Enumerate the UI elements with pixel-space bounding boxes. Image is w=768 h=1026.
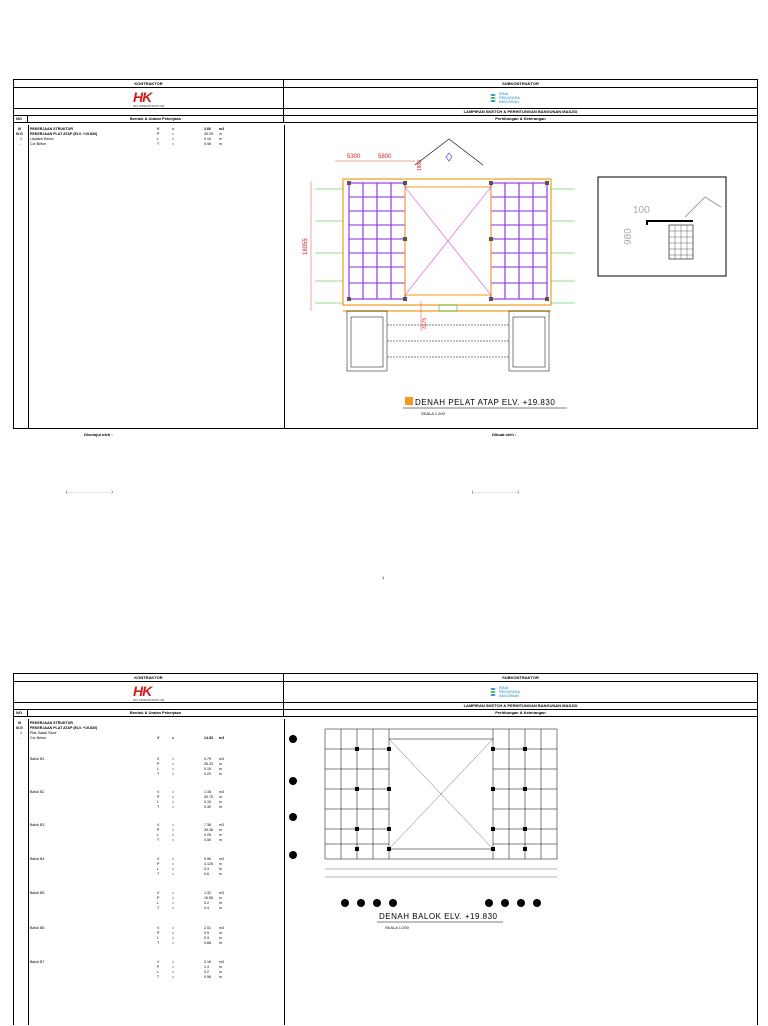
balok-calc-cell: m3	[219, 891, 224, 895]
calc-u: m	[219, 142, 222, 146]
balok-calc-cell: m3	[219, 823, 224, 827]
balok-calc-cell: m3	[219, 926, 224, 930]
balok-calc-cell: V	[157, 960, 160, 964]
balok-calc-cell: 9.5	[204, 931, 209, 935]
kontraktor-label: KONTRAKTOR	[14, 674, 284, 681]
dim-bottom: 3175	[422, 317, 428, 329]
balok-calc-cell: T	[157, 975, 160, 979]
column-header-row: NO Bentuk & Uraian Pekerjaan Perhitungan & Keterangan	[14, 710, 757, 717]
balok-calc-cell: 1.4	[204, 965, 209, 969]
balok-calc-cell: 1.38	[204, 790, 211, 794]
bina-logo-icon	[489, 93, 497, 103]
balok-calc-cell: T	[157, 941, 160, 945]
detail-dim-100: 100	[633, 205, 650, 216]
balok-calc-cell: =	[172, 936, 175, 940]
section-title: PEKERJAAN STRUKTUR	[30, 127, 73, 131]
bina-text-1: BINA	[499, 91, 509, 96]
page2-work-description: III PEKERJAAN STRUKTUR III.G PEKERJAAN PLAT ATAP (ELV. +19.830) 1 Plat, Balok Sloof - Cor Beton V = 14.53 m3 Balok B1 V = 0.79 m3 P = 26.33 m L = 0.15 m T = 0.20 m Balok B2 V = 1.38 m3 P = 30.75 m L = 0.15 m T = 0.30 m Balok B3 V = 7.38 m3 P = 39.36 m L = 0.25 m T = 0.50 m Balok B4 V = 0.56 m3 P = 3.125 m L = 0.3 m T = 0.6 m Balok B5 V = 1.32 m3 P = 16.55 m L = 0.2 m T = 0.4 m Balok B6 V = 2.51 m3 P = 9.5 m L = 0.3 m T = 0.88 m Balok B7 V = 0.16 m3 P = 1.4 m L = 0.2 m T = 0.58 m	[14, 719, 285, 1025]
balok-calc-cell: m	[219, 931, 222, 935]
balok-calc-cell: V	[157, 757, 160, 761]
calc-eq: =	[172, 142, 175, 146]
balok-calc-cell: L	[157, 970, 159, 974]
balok-calc-cell: m	[219, 896, 222, 900]
balok-calc-cell: m	[219, 838, 222, 842]
balok-calc-cell: 0.15	[204, 800, 211, 804]
sheet-page-1	[13, 79, 758, 429]
balok-calc-cell: m	[219, 970, 222, 974]
balok-calc-cell: =	[172, 891, 175, 895]
balok-calc-cell: V	[157, 823, 160, 827]
balok-calc-cell: =	[172, 867, 175, 871]
balok-calc-cell: V	[157, 790, 160, 794]
document-title: LAMPIRAN SKETCH & PERHITUNGAN BANGUNAN MASJID	[463, 109, 578, 114]
balok-calc-cell: =	[172, 970, 175, 974]
balok-calc-cell: L	[157, 901, 159, 905]
balok-calc-cell: m	[219, 828, 222, 832]
balok-calc-cell: 0.15	[204, 767, 211, 771]
balok-calc-cell: =	[172, 906, 175, 910]
balok-calc-cell: m	[219, 795, 222, 799]
balok-calc-cell: L	[157, 767, 159, 771]
balok-calc-cell: V	[157, 891, 160, 895]
sheet-page-2	[13, 673, 758, 1025]
balok-calc-cell: T	[157, 805, 160, 809]
calc-eq: =	[172, 127, 175, 131]
item-title: Lisplank Beton	[30, 137, 54, 141]
balok-calc-cell: =	[172, 838, 175, 842]
balok-calc-cell: P	[157, 862, 160, 866]
balok-calc-cell: =	[172, 828, 175, 832]
bina-logo-icon	[489, 687, 497, 697]
balok-calc-cell: =	[172, 757, 175, 761]
balok-calc-cell: 1.32	[204, 891, 211, 895]
roof-plate-plan-svg	[285, 125, 757, 426]
balok-name: Balok B7	[30, 960, 45, 964]
balok-calc-cell: m	[219, 901, 222, 905]
balok-calc-cell: m	[219, 772, 222, 776]
balok-name: Balok B5	[30, 891, 45, 895]
logo-row	[14, 88, 757, 109]
calc-k: V	[157, 127, 160, 131]
balok-calc-cell: =	[172, 960, 175, 964]
balok-calc-cell: 0.3	[204, 867, 209, 871]
balok-calc-cell: =	[172, 926, 175, 930]
balok-calc-cell: m	[219, 906, 222, 910]
balok-calc-cell: P	[157, 795, 160, 799]
calc-u: m	[219, 132, 222, 136]
balok-calc-cell: =	[172, 767, 175, 771]
logo-row	[14, 682, 757, 703]
balok-calc-cell: =	[172, 901, 175, 905]
balok-calc-cell: =	[172, 805, 175, 809]
made-by-label: Dibuat oleh :	[492, 432, 517, 437]
balok-calc-cell: T	[157, 838, 160, 842]
approved-by-label: Disetujui oleh :	[84, 432, 113, 437]
balok-calc-cell: 0.30	[204, 805, 211, 809]
page-number: 1	[382, 575, 385, 580]
subkontraktor-logo-cell	[284, 88, 757, 108]
balok-calc-cell: 0.25	[204, 833, 211, 837]
balok-calc-cell: =	[172, 857, 175, 861]
calc-k: L	[157, 137, 159, 141]
balok-name: Balok B6	[30, 926, 45, 930]
column-header-row	[14, 116, 757, 123]
balok-calc-cell: =	[172, 862, 175, 866]
balok-calc-cell: 3.125	[204, 862, 213, 866]
balok-calc-cell: 0.6	[204, 872, 209, 876]
beam-drawing-title: DENAH BALOK ELV. +19.830	[379, 912, 498, 921]
header-labels	[14, 80, 757, 88]
calc-v: 30.25	[204, 132, 213, 136]
balok-calc-cell: m	[219, 805, 222, 809]
balok-calc-cell: 2.51	[204, 926, 211, 930]
balok-calc-cell: m3	[219, 757, 224, 761]
balok-calc-cell: =	[172, 795, 175, 799]
balok-calc-cell: 0.2	[204, 901, 209, 905]
detail-dim-980: 980	[623, 228, 634, 245]
bina-logo: BINA REKAYASA ANUGRAH	[489, 686, 520, 698]
kontraktor-label: KONTRAKTOR	[14, 80, 284, 87]
balok-calc-cell: P	[157, 965, 160, 969]
subsection-title: PEKERJAAN PLAT ATAP (ELV. +19.830)	[30, 132, 98, 136]
balok-calc-cell: m	[219, 762, 222, 766]
col-no: NO	[14, 116, 28, 122]
balok-calc-cell: 30.75	[204, 795, 213, 799]
balok-calc-cell: m	[219, 965, 222, 969]
balok-calc-cell: 0.79	[204, 757, 211, 761]
balok-calc-cell: T	[157, 872, 160, 876]
balok-calc-cell: T	[157, 906, 160, 910]
document-title: LAMPIRAN SKETCH & PERHITUNGAN BANGUNAN MASJID	[463, 703, 578, 708]
balok-calc-cell: =	[172, 941, 175, 945]
balok-name: Balok B2	[30, 790, 45, 794]
balok-name: Balok B4	[30, 857, 45, 861]
beam-plan-drawing	[285, 719, 757, 1025]
balok-calc-cell: m3	[219, 857, 224, 861]
balok-calc-cell: =	[172, 800, 175, 804]
calc-u: m	[219, 137, 222, 141]
balok-calc-cell: =	[172, 965, 175, 969]
balok-calc-cell: =	[172, 762, 175, 766]
balok-calc-cell: L	[157, 800, 159, 804]
calc-k: P	[157, 132, 160, 136]
calc-u: m3	[219, 127, 225, 131]
page2-content	[14, 719, 757, 1025]
roof-plate-drawing	[285, 125, 757, 428]
sub-item-title: Cor Beton	[30, 142, 47, 146]
balok-calc-cell: 0.56	[204, 857, 211, 861]
balok-calc-cell: =	[172, 823, 175, 827]
balok-calc-cell: =	[172, 975, 175, 979]
calc-eq: =	[172, 137, 175, 141]
hki-logo: HK HKI INFRASTRUKTUR	[133, 89, 165, 108]
subkontraktor-label: SUBKONTRAKTOR	[502, 675, 539, 680]
kontraktor-logo-cell	[14, 88, 284, 108]
title-row	[14, 703, 757, 710]
balok-calc-cell: =	[172, 772, 175, 776]
balok-calc-cell: m	[219, 767, 222, 771]
calc-eq: =	[172, 132, 175, 136]
col-perhitungan: Perhitungan & Keterangan	[495, 116, 546, 121]
balok-calc-cell: m	[219, 833, 222, 837]
balok-calc-cell: =	[172, 931, 175, 935]
balok-calc-cell: m3	[219, 960, 224, 964]
balok-calc-cell: 26.33	[204, 762, 213, 766]
calc-v: 0.98	[204, 142, 211, 146]
balok-calc-cell: =	[172, 872, 175, 876]
balok-calc-cell: m	[219, 862, 222, 866]
balok-calc-cell: L	[157, 867, 159, 871]
balok-calc-cell: 16.55	[204, 896, 213, 900]
dim-top-1: 5300	[347, 154, 361, 160]
balok-calc-cell: L	[157, 833, 159, 837]
balok-calc-cell: =	[172, 790, 175, 794]
col-bentuk: Bentuk & Uraian Pekerjaan	[28, 116, 284, 122]
balok-calc-cell: 0.3	[204, 936, 209, 940]
balok-calc-cell: m	[219, 872, 222, 876]
balok-calc-cell: 0.58	[204, 975, 211, 979]
balok-calc-cell: =	[172, 833, 175, 837]
dim-top-2: 5800	[378, 154, 392, 160]
balok-calc-cell: 0.4	[204, 906, 209, 910]
calc-k: T	[157, 142, 160, 146]
beam-plan-svg	[285, 719, 757, 1025]
balok-calc-cell: m3	[219, 790, 224, 794]
balok-calc-cell: P	[157, 931, 160, 935]
balok-calc-cell: T	[157, 772, 160, 776]
drawing-title: DENAH PELAT ATAP ELV. +19.830	[415, 398, 556, 407]
dim-top-3: 1800	[417, 159, 423, 171]
page1-work-description: III PEKERJAAN STRUKTUR III.G PEKERJAAN PLAT ATAP (ELV. +19.830) 1 Lisplank Beton - Cor Beton V = 2.66 m3 P = 30.25 m L = 0.10 m T = 0.98 m	[14, 125, 285, 428]
signature-line-left: (……………………………)	[66, 489, 113, 494]
hki-logo: HK HKI INFRASTRUKTUR	[133, 683, 165, 702]
beam-drawing-scale: SKALA 1:200	[385, 925, 409, 930]
bina-text-2: REKAYASA	[499, 95, 520, 100]
balok-calc-cell: m	[219, 936, 222, 940]
bina-text-3: ANUGRAH	[499, 99, 520, 104]
balok-calc-cell: m	[219, 941, 222, 945]
balok-calc-cell: 39.36	[204, 828, 213, 832]
balok-calc-cell: 0.20	[204, 772, 211, 776]
calc-v: 2.66	[204, 127, 211, 131]
dim-left: 18055	[303, 238, 309, 255]
subkontraktor-label: SUBKONTRAKTOR	[502, 81, 539, 86]
balok-calc-cell: 0.50	[204, 838, 211, 842]
balok-calc-cell: 0.2	[204, 970, 209, 974]
balok-calc-cell: P	[157, 762, 160, 766]
header-labels	[14, 674, 757, 682]
balok-calc-cell: m	[219, 800, 222, 804]
bina-logo	[489, 92, 520, 104]
balok-calc-cell: 0.16	[204, 960, 211, 964]
balok-name: Balok B3	[30, 823, 45, 827]
balok-name: Balok B1	[30, 757, 45, 761]
page1-content	[14, 125, 757, 428]
title-row	[14, 109, 757, 116]
balok-calc-cell: 7.38	[204, 823, 211, 827]
total-volume: 14.53	[204, 736, 213, 740]
calc-v: 0.10	[204, 137, 211, 141]
balok-calc-cell: m	[219, 975, 222, 979]
balok-calc-cell: P	[157, 896, 160, 900]
balok-calc-cell: V	[157, 857, 160, 861]
balok-calc-cell: L	[157, 936, 159, 940]
balok-calc-cell: =	[172, 896, 175, 900]
drawing-scale: SKALA 1:200	[421, 411, 445, 416]
balok-calc-cell: P	[157, 828, 160, 832]
balok-calc-cell: 0.88	[204, 941, 211, 945]
signature-line-right: (……………………………)	[472, 489, 519, 494]
balok-calc-cell: m	[219, 867, 222, 871]
balok-calc-cell: V	[157, 926, 160, 930]
